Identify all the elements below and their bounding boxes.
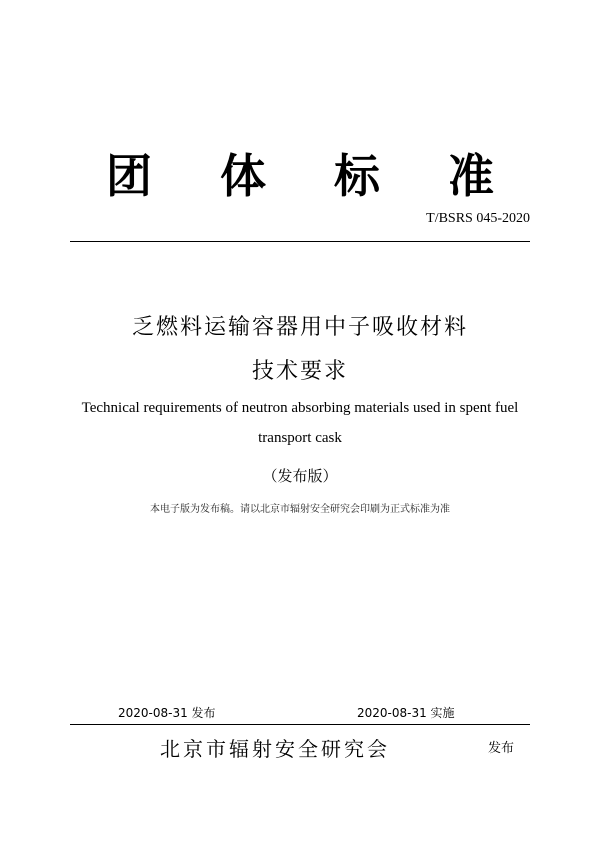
- standard-number: T/BSRS 045-2020: [426, 211, 530, 226]
- bottom-divider: [70, 724, 530, 725]
- issuer-action-label: 发布: [488, 741, 515, 756]
- title-char: 团: [106, 149, 152, 203]
- english-title-line-2: transport cask: [258, 430, 342, 446]
- title-char: 准: [448, 149, 494, 203]
- chinese-title-line-1: 乏燃料运输容器用中子吸收材料: [131, 315, 468, 340]
- title-char: 体: [220, 149, 266, 203]
- issuing-organization: 北京市辐射安全研究会: [160, 737, 390, 761]
- electronic-version-notice: 本电子版为发布稿。请以北京市辐射安全研究会印刷为正式标准为准: [150, 504, 450, 515]
- chinese-title-line-2: 技术要求: [251, 359, 348, 384]
- edition-label: （发布版）: [262, 467, 338, 485]
- top-divider: [70, 241, 530, 242]
- implementation-date: 2020-08-31 实施: [357, 706, 455, 720]
- title-char: 标: [334, 149, 380, 203]
- document-type-title: [70, 148, 530, 204]
- english-title-line-1: Technical requirements of neutron absorbing materials used in spent fuel: [81, 400, 519, 416]
- issue-date: 2020-08-31 发布: [118, 706, 216, 720]
